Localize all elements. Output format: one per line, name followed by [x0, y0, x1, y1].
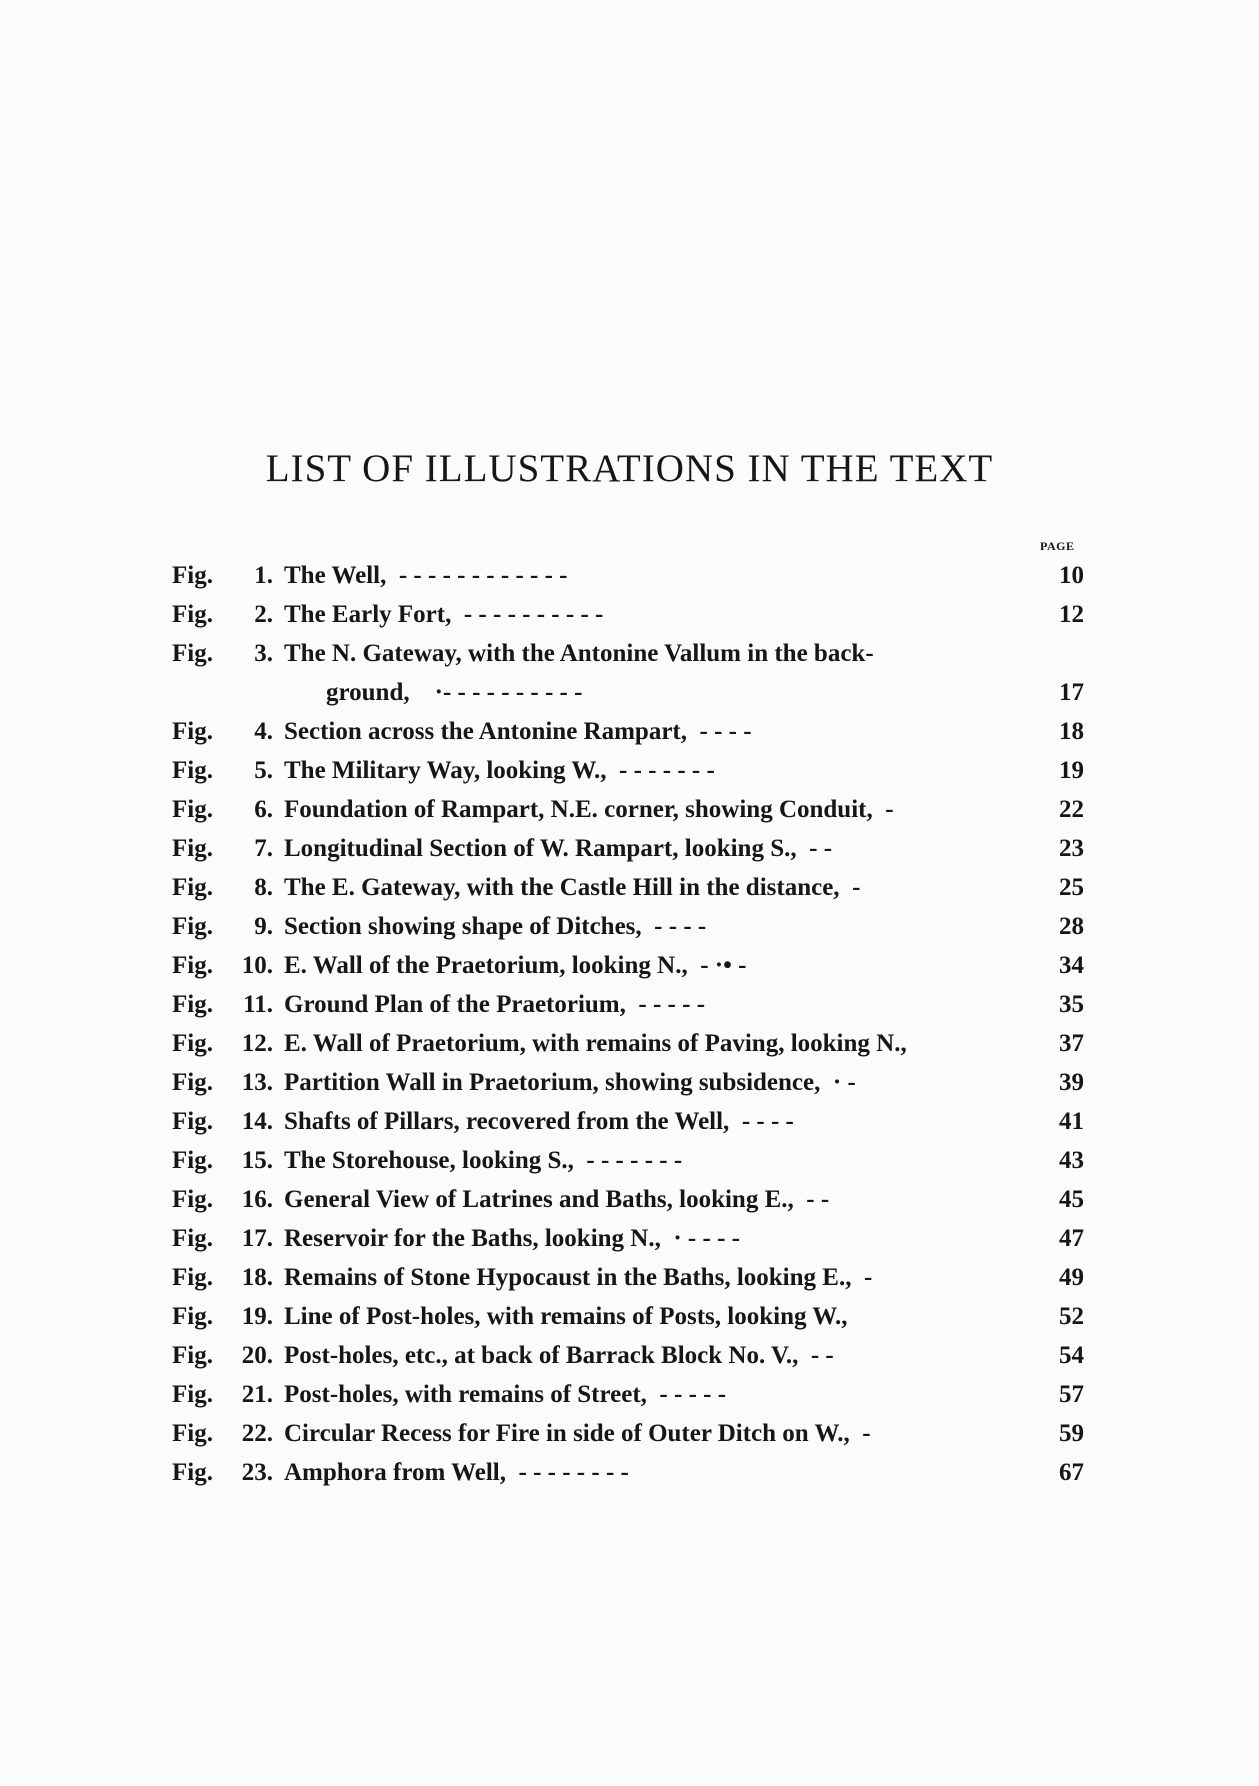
fig-label: Fig. — [172, 913, 213, 940]
list-item — [172, 595, 1092, 634]
leader-dots: - - — [806, 1186, 830, 1213]
fig-caption: Section across the Antonine Rampart, — [284, 718, 688, 745]
fig-number: 16. — [241, 1186, 273, 1213]
fig-entry — [284, 1414, 1004, 1453]
fig-caption: Post-holes, with remains of Street, — [284, 1381, 647, 1408]
list-item — [172, 712, 1092, 751]
leader-dots: - — [852, 874, 861, 901]
fig-entry — [284, 595, 1004, 634]
leader-dots: - — [863, 1264, 873, 1291]
fig-entry — [284, 829, 1004, 868]
fig-entry — [284, 1453, 1004, 1492]
fig-label: Fig. — [172, 1303, 213, 1330]
fig-entry — [284, 985, 1004, 1024]
fig-caption: The Well, — [284, 562, 387, 589]
fig-number: 1. — [254, 562, 273, 589]
page-number: 18 — [1059, 718, 1084, 745]
list-item — [172, 1258, 1092, 1297]
page-number: 47 — [1059, 1225, 1084, 1252]
fig-label: Fig. — [172, 952, 213, 979]
leader-dots: - — [885, 796, 894, 823]
fig-caption-cont-text: ground, — [326, 679, 410, 706]
fig-number: 20. — [241, 1342, 273, 1369]
page-number: 57 — [1059, 1381, 1084, 1408]
fig-number: 12. — [241, 1030, 273, 1057]
fig-number: 4. — [254, 718, 273, 745]
fig-entry — [284, 868, 1004, 907]
list-item — [172, 1297, 1092, 1336]
illustration-list — [172, 556, 1092, 1492]
list-item — [172, 907, 1092, 946]
fig-number: 6. — [254, 796, 273, 823]
page-number: 37 — [1059, 1030, 1084, 1057]
fig-number: 18. — [241, 1264, 273, 1291]
fig-caption: The Storehouse, looking S., — [284, 1147, 574, 1174]
fig-caption: Circular Recess for Fire in side of Outer Ditch on W., — [284, 1420, 850, 1447]
page-number: 17 — [1059, 679, 1084, 706]
list-item — [172, 790, 1092, 829]
fig-number: 15. — [241, 1147, 273, 1174]
fig-caption: Ground Plan of the Praetorium, — [284, 991, 626, 1018]
fig-number: 2. — [254, 601, 273, 628]
fig-label: Fig. — [172, 1186, 213, 1213]
fig-label: Fig. — [172, 757, 213, 784]
leader-dots: - - - - - - - — [619, 757, 715, 784]
list-item — [172, 1141, 1092, 1180]
fig-label: Fig. — [172, 1342, 213, 1369]
fig-caption: Section showing shape of Ditches, — [284, 913, 642, 940]
page-number: 39 — [1059, 1069, 1084, 1096]
fig-number: 5. — [254, 757, 273, 784]
list-item — [172, 556, 1092, 595]
fig-label: Fig. — [172, 1030, 213, 1057]
fig-entry — [284, 1297, 1004, 1336]
fig-entry — [284, 1024, 1004, 1063]
fig-caption: General View of Latrines and Baths, looking E., — [284, 1186, 794, 1213]
fig-entry — [284, 1180, 1004, 1219]
leader-dots: - - - - - - - - - - - - — [398, 562, 568, 589]
page-number: 41 — [1059, 1108, 1084, 1135]
fig-entry — [284, 907, 1004, 946]
list-item — [172, 1414, 1092, 1453]
page-column-label: PAGE — [1040, 539, 1075, 553]
fig-label: Fig. — [172, 1225, 213, 1252]
fig-entry — [284, 1219, 1004, 1258]
list-item — [172, 1102, 1092, 1141]
fig-caption: Foundation of Rampart, N.E. corner, showing Conduit, — [284, 796, 873, 823]
fig-label: Fig. — [172, 991, 213, 1018]
fig-number: 14. — [241, 1108, 273, 1135]
page-number: 23 — [1059, 835, 1084, 862]
leader-dots: · - - - - — [673, 1225, 740, 1252]
list-item — [172, 1180, 1092, 1219]
fig-caption: E. Wall of the Praetorium, looking N., — [284, 952, 688, 979]
fig-number: 11. — [243, 991, 273, 1018]
fig-caption: The Early Fort, — [284, 601, 452, 628]
fig-label: Fig. — [172, 1108, 213, 1135]
fig-caption: Partition Wall in Praetorium, showing subsidence, — [284, 1069, 821, 1096]
fig-entry — [284, 1375, 1004, 1414]
fig-label: Fig. — [172, 562, 213, 589]
fig-entry — [284, 1258, 1004, 1297]
fig-caption: Shafts of Pillars, recovered from the Well, — [284, 1108, 730, 1135]
leader-dots: - - - - - — [659, 1381, 727, 1408]
fig-label: Fig. — [172, 1381, 213, 1408]
list-item — [172, 1219, 1092, 1258]
fig-number: 7. — [254, 835, 273, 862]
leader-dots: - - - - - — [638, 991, 706, 1018]
leader-dots: ·- - - - - - - - - - — [434, 679, 583, 706]
fig-caption: The Military Way, looking W., — [284, 757, 607, 784]
list-item — [172, 1453, 1092, 1492]
fig-entry — [284, 946, 1004, 985]
fig-number: 10. — [241, 952, 273, 979]
leader-dots: - - — [810, 1342, 834, 1369]
page-number: 59 — [1059, 1420, 1084, 1447]
fig-label: Fig. — [172, 874, 213, 901]
fig-caption: The N. Gateway, with the Antonine Vallum in the back- — [284, 640, 874, 667]
fig-label: Fig. — [172, 796, 213, 823]
fig-number: 21. — [241, 1381, 273, 1408]
list-item — [172, 946, 1092, 985]
fig-number: 22. — [241, 1420, 273, 1447]
fig-caption: The E. Gateway, with the Castle Hill in the distance, — [284, 874, 840, 901]
page-number: 35 — [1059, 991, 1084, 1018]
list-item — [172, 829, 1092, 868]
fig-entry — [284, 1336, 1004, 1375]
leader-dots: · - — [832, 1069, 856, 1096]
leader-dots: - - - - - - - - — [518, 1459, 629, 1486]
page-number: 54 — [1059, 1342, 1084, 1369]
page-number: 22 — [1059, 796, 1084, 823]
list-item — [172, 751, 1092, 790]
fig-label: Fig. — [172, 1147, 213, 1174]
list-item — [172, 634, 1092, 712]
fig-label: Fig. — [172, 640, 213, 667]
fig-number: 23. — [241, 1459, 273, 1486]
leader-dots: - - - - - - - - - - — [463, 601, 604, 628]
fig-caption: Amphora from Well, — [284, 1459, 506, 1486]
page-title: LIST OF ILLUSTRATIONS IN THE TEXT — [265, 447, 994, 490]
leader-dots: - — [862, 1420, 871, 1447]
fig-entry — [284, 790, 1004, 829]
page-number: 43 — [1059, 1147, 1084, 1174]
list-item — [172, 1024, 1092, 1063]
fig-entry — [284, 1063, 1004, 1102]
leader-dots: - - - - — [699, 718, 752, 745]
page-number: 25 — [1059, 874, 1084, 901]
fig-entry — [284, 634, 1004, 712]
list-item — [172, 1375, 1092, 1414]
leader-dots: - ·• - — [700, 952, 747, 979]
page-number: 52 — [1059, 1303, 1084, 1330]
fig-entry — [284, 1141, 1004, 1180]
page-number: 45 — [1059, 1186, 1084, 1213]
fig-number: 13. — [241, 1069, 273, 1096]
fig-entry — [284, 556, 1004, 595]
leader-dots: - - - - - - - — [586, 1147, 683, 1174]
fig-entry — [284, 712, 1004, 751]
fig-label: Fig. — [172, 1420, 213, 1447]
leader-dots: - - — [809, 835, 833, 862]
fig-label: Fig. — [172, 1459, 213, 1486]
fig-number: 8. — [254, 874, 273, 901]
leader-dots: - - - - — [654, 913, 707, 940]
list-item — [172, 1063, 1092, 1102]
fig-number: 9. — [254, 913, 273, 940]
fig-caption-continuation — [284, 673, 1004, 712]
fig-label: Fig. — [172, 1264, 213, 1291]
fig-caption: Remains of Stone Hypocaust in the Baths, looking E., — [284, 1264, 852, 1291]
fig-caption: Line of Post-holes, with remains of Posts, looking W., — [284, 1303, 848, 1330]
fig-entry — [284, 1102, 1004, 1141]
fig-caption: E. Wall of Praetorium, with remains of Paving, looking N., — [284, 1030, 907, 1057]
fig-number: 19. — [241, 1303, 273, 1330]
fig-caption: Post-holes, etc., at back of Barrack Block No. V., — [284, 1342, 799, 1369]
page-number: 12 — [1059, 601, 1084, 628]
page-number: 34 — [1059, 952, 1084, 979]
fig-label: Fig. — [172, 601, 213, 628]
page-number: 28 — [1059, 913, 1084, 940]
fig-number: 3. — [254, 640, 273, 667]
list-item — [172, 985, 1092, 1024]
page-number: 10 — [1059, 562, 1084, 589]
fig-label: Fig. — [172, 1069, 213, 1096]
fig-number: 17. — [241, 1225, 273, 1252]
leader-dots: - - - - — [741, 1108, 794, 1135]
fig-entry — [284, 751, 1004, 790]
page-number: 49 — [1059, 1264, 1084, 1291]
fig-label: Fig. — [172, 835, 213, 862]
list-item — [172, 1336, 1092, 1375]
fig-label: Fig. — [172, 718, 213, 745]
list-item — [172, 868, 1092, 907]
fig-caption: Reservoir for the Baths, looking N., — [284, 1225, 661, 1252]
fig-caption: Longitudinal Section of W. Rampart, looking S., — [284, 835, 797, 862]
page-number: 67 — [1059, 1459, 1084, 1486]
page-number: 19 — [1059, 757, 1084, 784]
